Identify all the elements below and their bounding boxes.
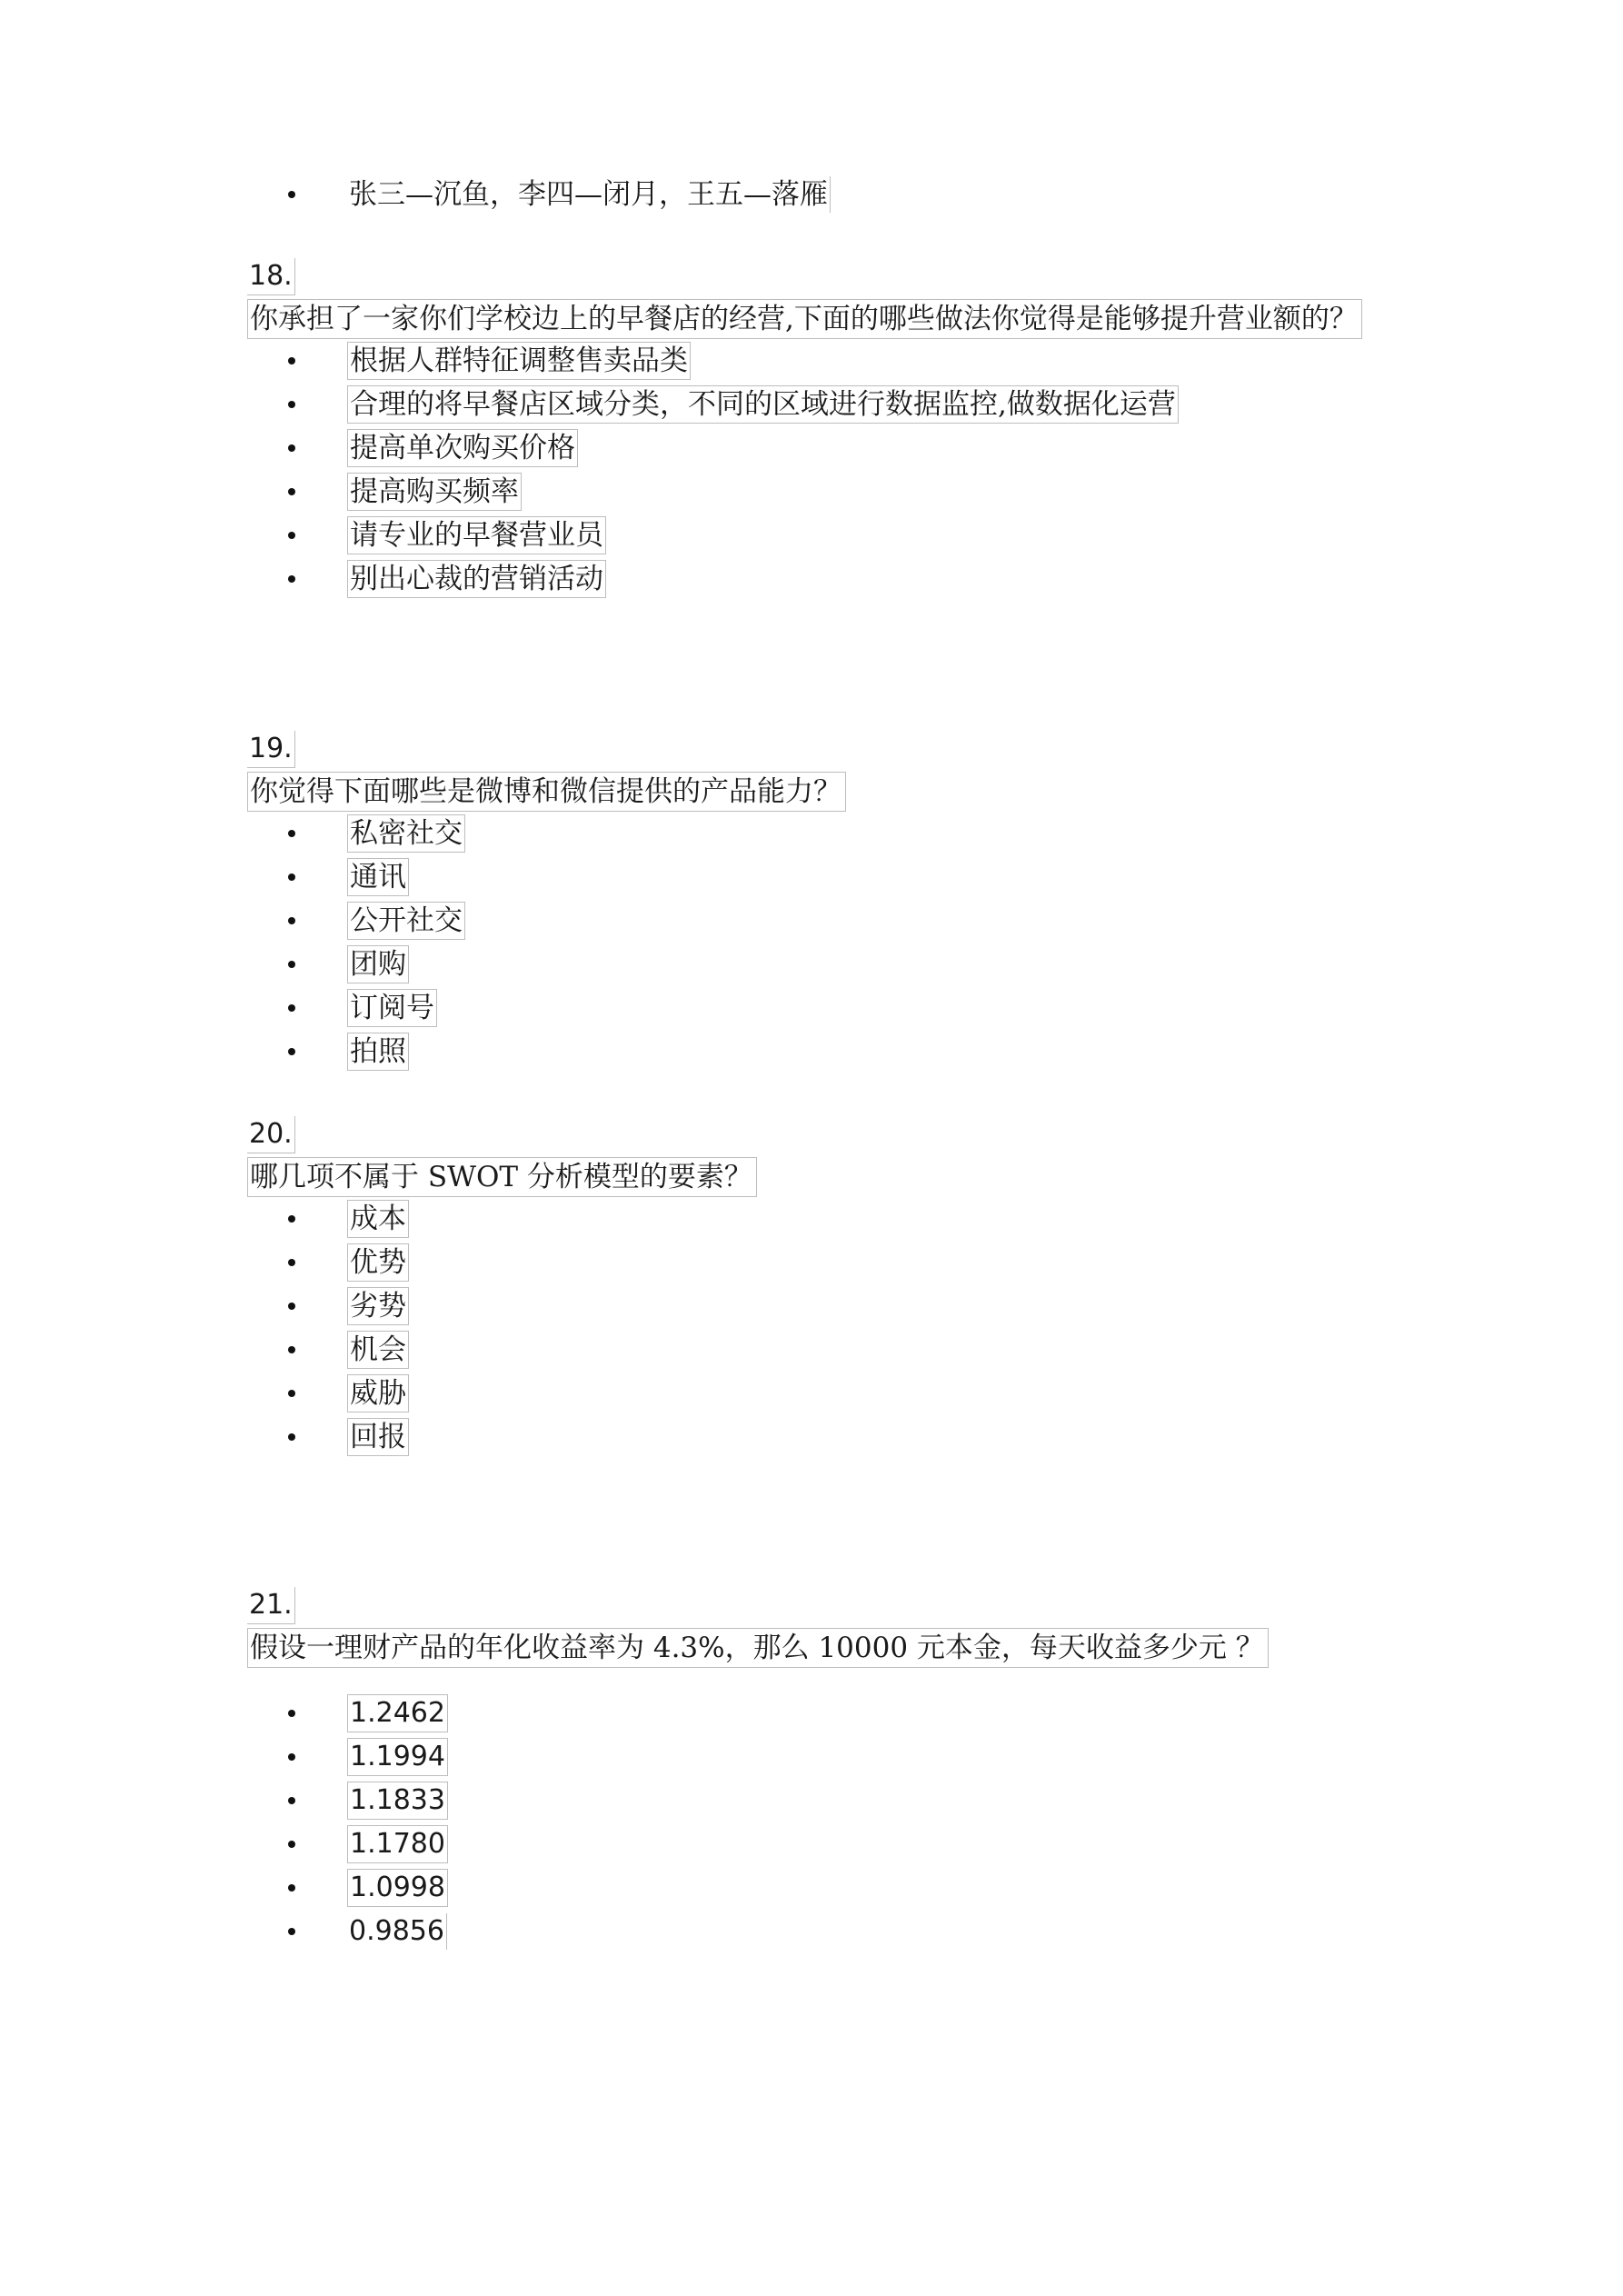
bullet-icon xyxy=(288,1433,295,1441)
option-text: 拍照 xyxy=(347,1033,409,1071)
bullet-icon xyxy=(288,191,295,198)
option-text: 1.0998 xyxy=(347,1869,448,1907)
option-text: 请专业的早餐营业员 xyxy=(347,516,606,554)
option-text: 威胁 xyxy=(347,1374,409,1413)
bullet-icon xyxy=(288,1215,295,1223)
bullet-icon xyxy=(288,1928,295,1935)
question-17-tail xyxy=(247,173,1519,216)
option-item xyxy=(247,1779,1519,1822)
option-item xyxy=(247,1241,1519,1284)
bullet-icon xyxy=(288,575,295,583)
option-text: 提高单次购买价格 xyxy=(347,429,578,467)
option-text: 张三—沉鱼，李四—闭月，王五—落雁 xyxy=(347,176,831,213)
bullet-icon xyxy=(288,1710,295,1717)
option-list xyxy=(247,812,1519,1073)
question-text: 哪几项不属于 SWOT 分析模型的要素？ xyxy=(247,1157,757,1197)
option-text: 1.1780 xyxy=(347,1825,448,1863)
option-text: 别出心裁的营销活动 xyxy=(347,560,606,598)
option-text: 通讯 xyxy=(347,858,409,896)
bullet-icon xyxy=(288,1346,295,1353)
question-20 xyxy=(247,1116,1519,1459)
option-text: 1.1833 xyxy=(347,1782,448,1820)
bullet-icon xyxy=(288,1259,295,1266)
option-text: 机会 xyxy=(347,1331,409,1369)
question-18 xyxy=(247,258,1519,601)
option-item xyxy=(247,1372,1519,1415)
option-item xyxy=(247,1866,1519,1910)
option-list xyxy=(247,1692,1519,1953)
option-item xyxy=(247,557,1519,601)
bullet-icon xyxy=(288,1797,295,1804)
option-item xyxy=(247,1415,1519,1459)
option-text: 根据人群特征调整售卖品类 xyxy=(347,342,691,380)
bullet-icon xyxy=(288,961,295,968)
bullet-icon xyxy=(288,1390,295,1397)
question-number: 20. xyxy=(247,1116,295,1153)
option-item xyxy=(247,812,1519,855)
option-text: 私密社交 xyxy=(347,814,465,853)
bullet-icon xyxy=(288,830,295,837)
option-item xyxy=(247,1030,1519,1073)
bullet-icon xyxy=(288,1884,295,1892)
option-item xyxy=(247,514,1519,557)
option-item xyxy=(247,1910,1519,1953)
option-item xyxy=(247,1692,1519,1735)
bullet-icon xyxy=(288,873,295,881)
option-text: 1.2462 xyxy=(347,1694,448,1732)
question-21 xyxy=(247,1587,1519,1953)
bullet-icon xyxy=(288,488,295,495)
bullet-icon xyxy=(288,1048,295,1055)
bullet-icon xyxy=(288,1004,295,1012)
option-text: 0.9856 xyxy=(347,1913,447,1950)
option-item xyxy=(247,426,1519,470)
question-number: 21. xyxy=(247,1587,295,1624)
option-item xyxy=(247,855,1519,899)
bullet-icon xyxy=(288,917,295,924)
option-item xyxy=(247,383,1519,426)
option-text: 提高购买频率 xyxy=(347,473,522,511)
option-text: 优势 xyxy=(347,1243,409,1282)
option-text: 成本 xyxy=(347,1200,409,1238)
question-number: 18. xyxy=(247,258,295,295)
option-item xyxy=(247,1197,1519,1241)
option-item xyxy=(247,339,1519,383)
question-text: 假设一理财产品的年化收益率为 4.3%，那么 10000 元本金，每天收益多少元 ？ xyxy=(247,1628,1269,1668)
bullet-icon xyxy=(288,1303,295,1310)
question-number: 19. xyxy=(247,731,295,768)
bullet-icon xyxy=(288,401,295,408)
option-item xyxy=(247,1328,1519,1372)
option-item xyxy=(247,943,1519,986)
question-19 xyxy=(247,731,1519,1073)
bullet-icon xyxy=(288,532,295,539)
option-item xyxy=(247,986,1519,1030)
option-text: 订阅号 xyxy=(347,989,437,1027)
question-text: 你承担了一家你们学校边上的早餐店的经营,下面的哪些做法你觉得是能够提升营业额的？ xyxy=(247,299,1362,339)
option-item xyxy=(247,470,1519,514)
question-text: 你觉得下面哪些是微博和微信提供的产品能力？ xyxy=(247,772,846,812)
option-list xyxy=(247,1197,1519,1459)
option-item xyxy=(247,1822,1519,1866)
option-list xyxy=(247,173,1519,216)
bullet-icon xyxy=(288,1753,295,1761)
option-text: 团购 xyxy=(347,945,409,983)
option-list xyxy=(247,339,1519,601)
option-text: 公开社交 xyxy=(347,902,465,940)
option-text: 1.1994 xyxy=(347,1738,448,1776)
bullet-icon xyxy=(288,1841,295,1848)
option-text: 回报 xyxy=(347,1418,409,1456)
option-item xyxy=(247,1735,1519,1779)
bullet-icon xyxy=(288,357,295,364)
option-text: 合理的将早餐店区域分类，不同的区域进行数据监控,做数据化运营 xyxy=(347,385,1179,424)
bullet-icon xyxy=(288,444,295,452)
option-item xyxy=(247,899,1519,943)
option-item xyxy=(247,1284,1519,1328)
option-item xyxy=(247,173,1519,216)
option-text: 劣势 xyxy=(347,1287,409,1325)
